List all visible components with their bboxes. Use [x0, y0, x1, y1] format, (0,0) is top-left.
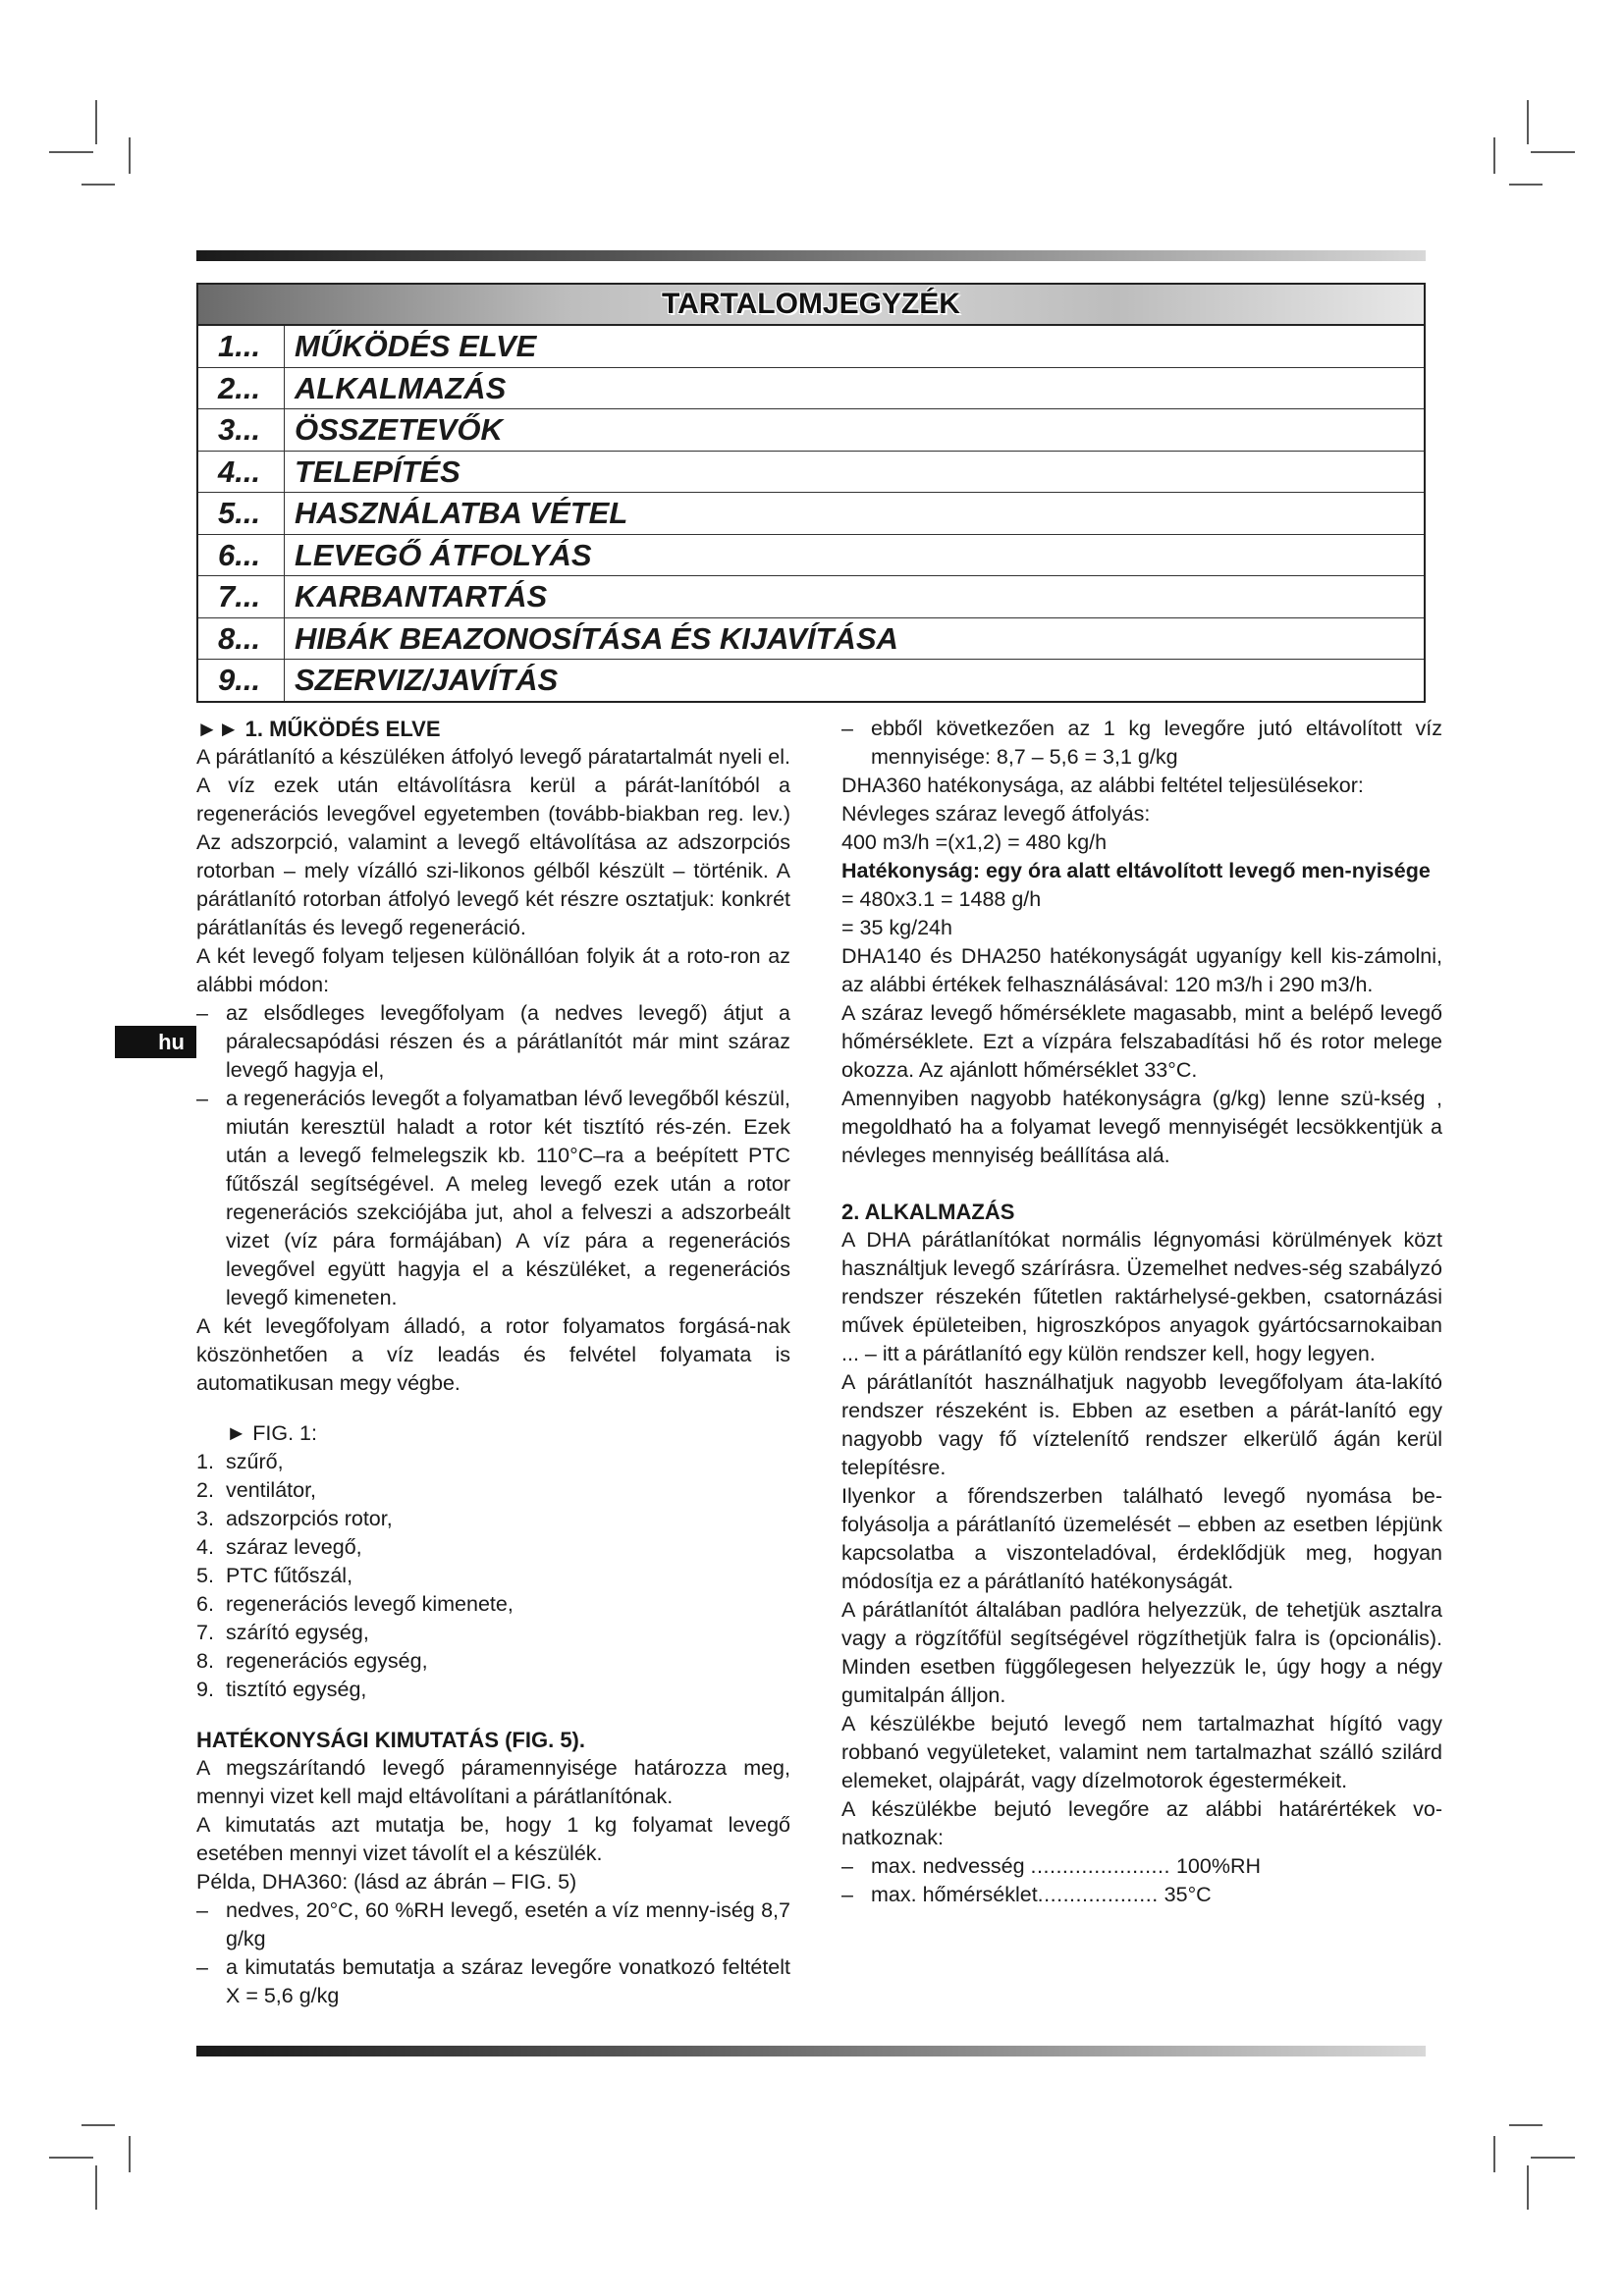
calculation: = 35 kg/24h [841, 916, 952, 939]
figure-legend-item: 1. szűrő, [196, 1450, 284, 1473]
top-gradient-rule [196, 250, 1426, 261]
paragraph: Ilyenkor a főrendszerben található levegő nyomása be-folyásolja a párátlanító üzemelését – ebben az esetben lépjünk kapcsolatba a viszonteladóval, érdeklődjük meg, hogyan módosítja ez a párátlanító hatékonyságát. [841, 1484, 1442, 1593]
paragraph: Amennyiben nagyobb hatékonyságra (g/kg) lenne szü-kség , megoldható ha a folyamat levegő mennyiségét lecsökkentjük a névleges mennyiség beállítása alá. [841, 1087, 1442, 1167]
paragraph: Példa, DHA360: (lásd az ábrán – FIG. 5) [196, 1870, 577, 1894]
toc-entry-title: ÖSSZETEVŐK [295, 412, 503, 447]
paragraph: A párátlanító a készüléken átfolyó levegő páratartalmát nyeli el. A víz ezek után eltávolításra kerül a párát-lanítóból a regenerációs levegővel egyetemben (tovább-biakban reg. lev.) Az adszorpció, valamint a levegő eltávolítása az adszorpciós rotorban – mely vízálló szi-likonos gélből készült – történik. A párátlanító rotorban átfolyó levegő két részre osztatjuk: konkrét párátlanítás és levegő regeneráció. [196, 745, 790, 939]
toc-entry-title: HASZNÁLATBA VÉTEL [295, 496, 628, 530]
figure-legend-item: 6. regenerációs levegő kimenete, [196, 1592, 514, 1616]
figure-label: ► FIG. 1: [226, 1421, 317, 1445]
paragraph: A száraz levegő hőmérséklete magasabb, mint a belépő levegő hőmérséklete. Ezt a vízpára felszabadítási hő és rotor melege okozza. Az ajánlott hőmérséklet 33°C. [841, 1001, 1442, 1082]
paragraph: A párátlanítót használhatjuk nagyobb levegőfolyam áta-lakító rendszer részeként is. Ebben az esetben a párát-lanító egy nagyobb vagy fő víztelenítő rendszer elkerülő ágán kerül telepítésre. [841, 1370, 1442, 1479]
toc-header [198, 285, 1424, 326]
paragraph: A készülékbe bejutó levegőre az alábbi határértékek vo-natkoznak: [841, 1797, 1442, 1849]
toc-number: 9... [198, 660, 285, 701]
toc-row[interactable] [198, 493, 1424, 535]
toc-number: 5... [198, 493, 285, 534]
toc-number: 3... [198, 409, 285, 451]
limit-item: – max. hőmérséklet................... 35°C [841, 1883, 1212, 1906]
figure-legend-item: 9. tisztító egység, [196, 1678, 367, 1701]
toc-number: 1... [198, 326, 285, 367]
toc-number: 8... [198, 618, 285, 660]
toc-row[interactable] [198, 452, 1424, 494]
toc-entry-title: KARBANTARTÁS [295, 579, 548, 614]
toc-row[interactable] [198, 618, 1424, 661]
table-of-contents [196, 283, 1426, 703]
paragraph: DHA360 hatékonysága, az alábbi feltétel teljesülésekor: [841, 774, 1364, 797]
figure-legend-item: 4. száraz levegő, [196, 1535, 362, 1559]
paragraph: A párátlanítót általában padlóra helyezzük, de tehetjük asztalra vagy a rögzítőfül segítségével rögzíthetjük falra is (opcionális). Minden esetben függőlegesen helyezzük le, úgy hogy a négy gumitalpán álljon. [841, 1598, 1442, 1707]
toc-number: 7... [198, 576, 285, 617]
paragraph: A kimutatás azt mutatja be, hogy 1 kg folyamat levegő esetében mennyi vizet távolít el a készülék. [196, 1813, 790, 1865]
toc-number: 4... [198, 452, 285, 493]
paragraph: A két levegő folyam teljesen különállóan folyik át a roto-ron az alábbi módon: [196, 944, 790, 996]
figure-legend-item: 2. ventilátor, [196, 1478, 317, 1502]
toc-title: TARTALOMJEGYZÉK [662, 288, 960, 320]
toc-entry-title: SZERVIZ/JAVÍTÁS [295, 663, 559, 697]
figure-legend-list [196, 1448, 790, 1704]
toc-entry-title: ALKALMAZÁS [295, 370, 507, 405]
figure-legend-item: 8. regenerációs egység, [196, 1649, 428, 1673]
toc-row[interactable] [198, 326, 1424, 368]
paragraph: A készülékbe bejutó levegő nem tartalmazhat hígító vagy robbanó vegyületeket, valamint nem tartalmazhat szálló szilárd elemeket, olajpárát, vagy dízelmotorok égestermékeit. [841, 1712, 1442, 1792]
toc-entry-title: MŰKÖDÉS ELVE [295, 329, 537, 363]
paragraph: A DHA párátlanítókat normális légnyomási körülmények közt használtjuk levegő szárírásra. Üzemelhet nedves-ség szabályzó rendszer részekén fűtetlen raktárhelysé-gekben, csatornázási művek épületeiben, higroszkópos anyagok gyártócsarnokaiban ... – itt a párátlanító egy külön rendszer kell, hogy legyen. [841, 1228, 1442, 1365]
bullet-item: – a kimutatás bemutatja a száraz levegőre vonatkozó feltételt X = 5,6 g/kg [196, 1955, 790, 2007]
paragraph: DHA140 és DHA250 hatékonyságát ugyanígy kell kis-zámolni, az alábbi értékek felhasználásával: 120 m3/h i 290 m3/h. [841, 944, 1442, 996]
toc-number: 6... [198, 535, 285, 576]
bottom-gradient-rule [196, 2046, 1426, 2056]
toc-row[interactable] [198, 409, 1424, 452]
paragraph: A megszárítandó levegő páramennyisége határozza meg, mennyi vizet kell majd eltávolítani a párátlanítónak. [196, 1756, 790, 1808]
limit-item: – max. nedvesség ...................... 100%RH [841, 1854, 1261, 1878]
bold-statement: Hatékonyság: egy óra alatt eltávolított levegő men-nyisége [841, 859, 1431, 882]
toc-entry-title: LEVEGŐ ÁTFOLYÁS [295, 537, 592, 572]
section-heading: HATÉKONYSÁGI KIMUTATÁS (FIG. 5). [196, 1728, 585, 1752]
bullet-item: – az elsődleges levegőfolyam (a nedves levegő) átjut a páralecsapódási részen és a párátlanítót már mint száraz levegő hagyja el, [196, 1001, 790, 1082]
bullet-item: – a regenerációs levegőt a folyamatban lévő levegőből készül, miután keresztül haladt a rotor két tisztító rés-zén. Ezek után a levegő felmelegszik kb. 110°C–ra a beépített PTC fűtőszál segítségével. A meleg levegő ezek után a rotor regenerációs szekciójába jut, ahol a felveszi a adszorbeált vizet (víz pára formájában) A víz pára a regenerációs levegővel együtt hagyja el a készüléket, a regenerációs levegő kimeneten. [196, 1087, 790, 1309]
toc-row[interactable] [198, 576, 1424, 618]
right-column [841, 715, 1442, 1909]
bullet-item: – ebből következően az 1 kg levegőre jutó eltávolított víz mennyisége: 8,7 – 5,6 = 3,1 g/kg [841, 717, 1442, 769]
paragraph: 400 m3/h =(x1,2) = 480 kg/h [841, 830, 1108, 854]
paragraph: A két levegőfolyam álladó, a rotor folyamatos forgásá-nak köszönhetően a víz leadás és felvétel folyamata is automatikusan megy végbe. [196, 1314, 790, 1395]
toc-row[interactable] [198, 368, 1424, 410]
toc-row[interactable] [198, 535, 1424, 577]
toc-entry-title: TELEPÍTÉS [295, 454, 460, 489]
left-column [196, 715, 790, 2010]
section-heading: 2. ALKALMAZÁS [841, 1200, 1015, 1224]
language-tab: hu [115, 1026, 196, 1058]
paragraph: Névleges száraz levegő átfolyás: [841, 802, 1151, 826]
section-heading: ►► 1. MŰKÖDÉS ELVE [196, 717, 441, 741]
figure-legend-item: 7. szárító egység, [196, 1621, 369, 1644]
toc-row[interactable] [198, 660, 1424, 701]
figure-legend-item: 5. PTC fűtőszál, [196, 1564, 353, 1587]
toc-number: 2... [198, 368, 285, 409]
bullet-item: – nedves, 20°C, 60 %RH levegő, esetén a víz menny-iség 8,7 g/kg [196, 1898, 790, 1950]
calculation: = 480x3.1 = 1488 g/h [841, 887, 1042, 911]
figure-legend-item: 3. adszorpciós rotor, [196, 1507, 393, 1530]
toc-entry-title: HIBÁK BEAZONOSÍTÁSA ÉS KIJAVÍTÁSA [295, 620, 898, 656]
